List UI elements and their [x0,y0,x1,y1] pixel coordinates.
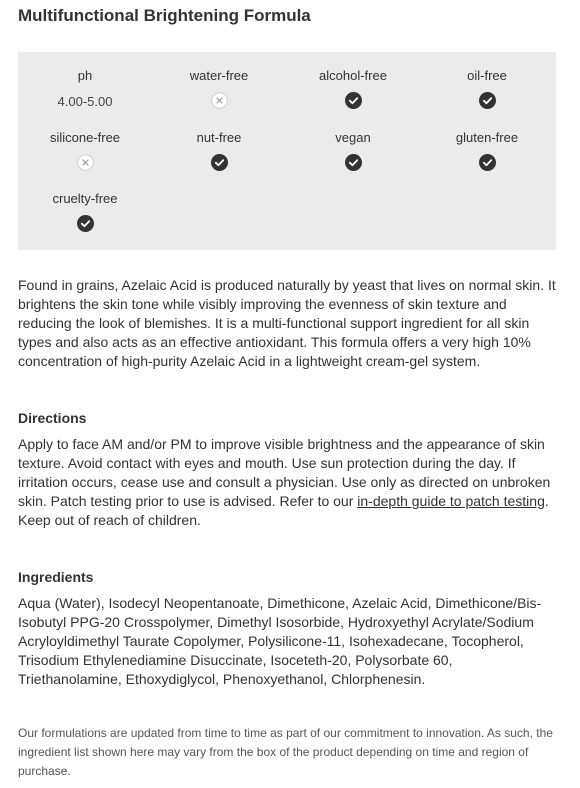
attribute-label: oil-free [467,68,507,83]
attribute-nut-free [152,130,286,171]
attribute-oil-free [420,68,554,109]
attribute-ph [18,68,152,110]
attribute-label: alcohol-free [319,68,387,83]
attribute-label: gluten-free [455,130,519,145]
check-circle-icon [211,154,228,171]
directions-text [18,435,558,530]
check-circle-icon [479,92,496,109]
attribute-value: 4.00-5.00 [57,94,113,109]
patch-testing-guide-link[interactable]: in-depth guide to patch testing [357,493,545,509]
formulation-disclaimer: Our formulations are updated from time to time as part of our commitment to innovation. As such, the ingredient list shown here may vary from the box of the product depending on time and region of purchase. [18,726,553,778]
x-circle-icon [77,154,94,171]
check-circle-icon [345,154,362,171]
directions-text-end: . Keep out of reach of children. [18,493,549,528]
attribute-label: nut-free [196,130,242,145]
attribute-gluten-free [420,130,554,171]
attribute-label: ph [77,68,93,83]
ingredients-list: Aqua (Water), Isodecyl Neopentanoate, Dimethicone, Azelaic Acid, Dimethicone/Bis-Isobutyl PPG-20 Crosspolymer, Dimethyl Isosorbide, Hydroxyethyl Acrylate/Sodium Acryloyldimethyl Taurate Copolymer, Polysilicone-11, Isohexadecane, Tocopherol, Trisodium Ethylenediamine Disuccinate, Isoceteth-20, Polysorbate 60, Triethanolamine, Ethoxydiglycol, Phenoxyethanol, Chlorphenesin. [18,595,542,687]
attribute-cruelty-free [18,191,152,232]
ingredients-heading: Ingredients [18,569,94,585]
directions-heading: Directions [18,410,87,426]
check-circle-icon [345,92,362,109]
page-title: Multifunctional Brightening Formula [18,6,311,25]
attribute-label: water-free [189,68,249,83]
check-circle-icon [77,215,94,232]
x-circle-icon [211,92,228,109]
attributes-panel [18,52,556,250]
attribute-label: cruelty-free [52,191,118,206]
product-description: Found in grains, Azelaic Acid is produced naturally by yeast that lives on normal skin. It brightens the skin tone while visibly improving the evenness of skin texture and reducing the look of blemishes. It is a multi-functional support ingredient for all skin types and also acts as an effective antioxidant. This formula offers a very high 10% concentration of high-purity Azelaic Acid in a lightweight cream-gel system. [18,277,556,369]
attribute-label: silicone-free [49,130,121,145]
attribute-label: vegan [335,130,371,145]
directions-text-start: Apply to face AM and/or PM to improve visible brightness and the appearance of skin texture. Avoid contact with eyes and mouth. Use sun protection during the day. If irritation occurs, cease use and consult a physician. Use only as directed on unbroken skin. Patch testing prior to use is advised. Refer to our [18,436,551,509]
attribute-vegan [286,130,420,171]
attribute-silicone-free [18,130,152,171]
attribute-water-free [152,68,286,109]
attribute-alcohol-free [286,68,420,109]
check-circle-icon [479,154,496,171]
